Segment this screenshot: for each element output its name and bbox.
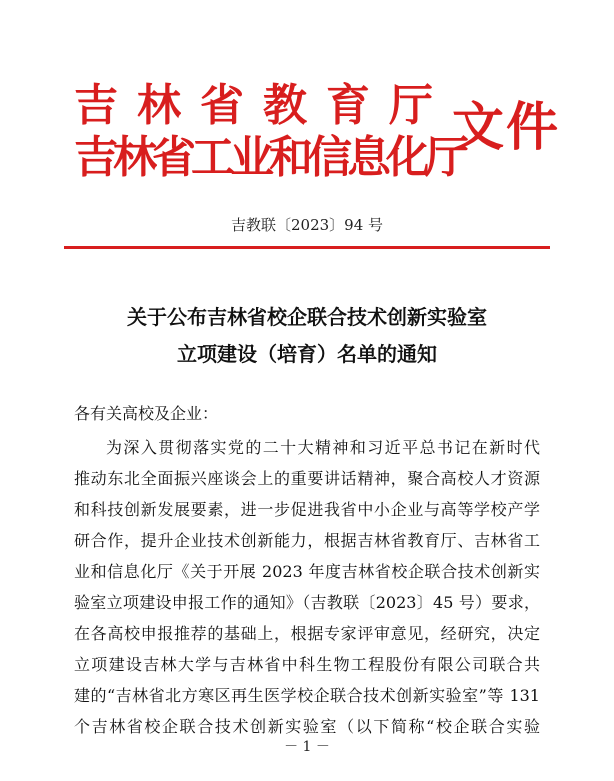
salutation: 各有关高校及企业： xyxy=(74,404,219,423)
header-doc-type: 文件 xyxy=(452,97,561,158)
body-line: 在各高校申报推荐的基础上，根据专家评审意见，经研究，决定 xyxy=(74,624,540,643)
document-title-line-1: 关于公布吉林省校企联合技术创新实验室 xyxy=(127,305,487,329)
body-line: 推动东北全面振兴座谈会上的重要讲话精神，聚合高校人才资源 xyxy=(74,469,540,488)
header-issuer-1: 吉林省教育厅 xyxy=(74,80,452,131)
body-line: 研合作，提升企业技术创新能力，根据吉林省教育厅、吉林省工 xyxy=(74,531,540,550)
red-divider-line xyxy=(64,246,550,249)
header-issuer-2: 吉林省工业和信息化厅 xyxy=(74,132,464,183)
body-line: 业和信息化厅《关于开展 2023 年度吉林省校企联合技术创新实 xyxy=(74,562,540,581)
document-number: 吉教联〔2023〕94 号 xyxy=(230,216,384,234)
body-line: 建的“吉林省北方寒区再生医学校企联合技术创新实验室”等 131 xyxy=(74,686,540,705)
body-line: 立项建设吉林大学与吉林省中科生物工程股份有限公司联合共 xyxy=(74,655,540,674)
body-line: 为深入贯彻落实党的二十大精神和习近平总书记在新时代 xyxy=(106,438,540,457)
document-title-line-2: 立项建设（培育）名单的通知 xyxy=(177,342,437,366)
body-line: 个吉林省校企联合技术创新实验室（以下简称“校企联合实验 xyxy=(74,717,540,736)
body-line: 和科技创新发展要素，进一步促进我省中小企业与高等学校产学 xyxy=(74,500,540,519)
page-number: － 1 － xyxy=(284,739,330,755)
body-line: 验室立项建设申报工作的通知》（吉教联〔2023〕45 号）要求， xyxy=(74,593,540,612)
